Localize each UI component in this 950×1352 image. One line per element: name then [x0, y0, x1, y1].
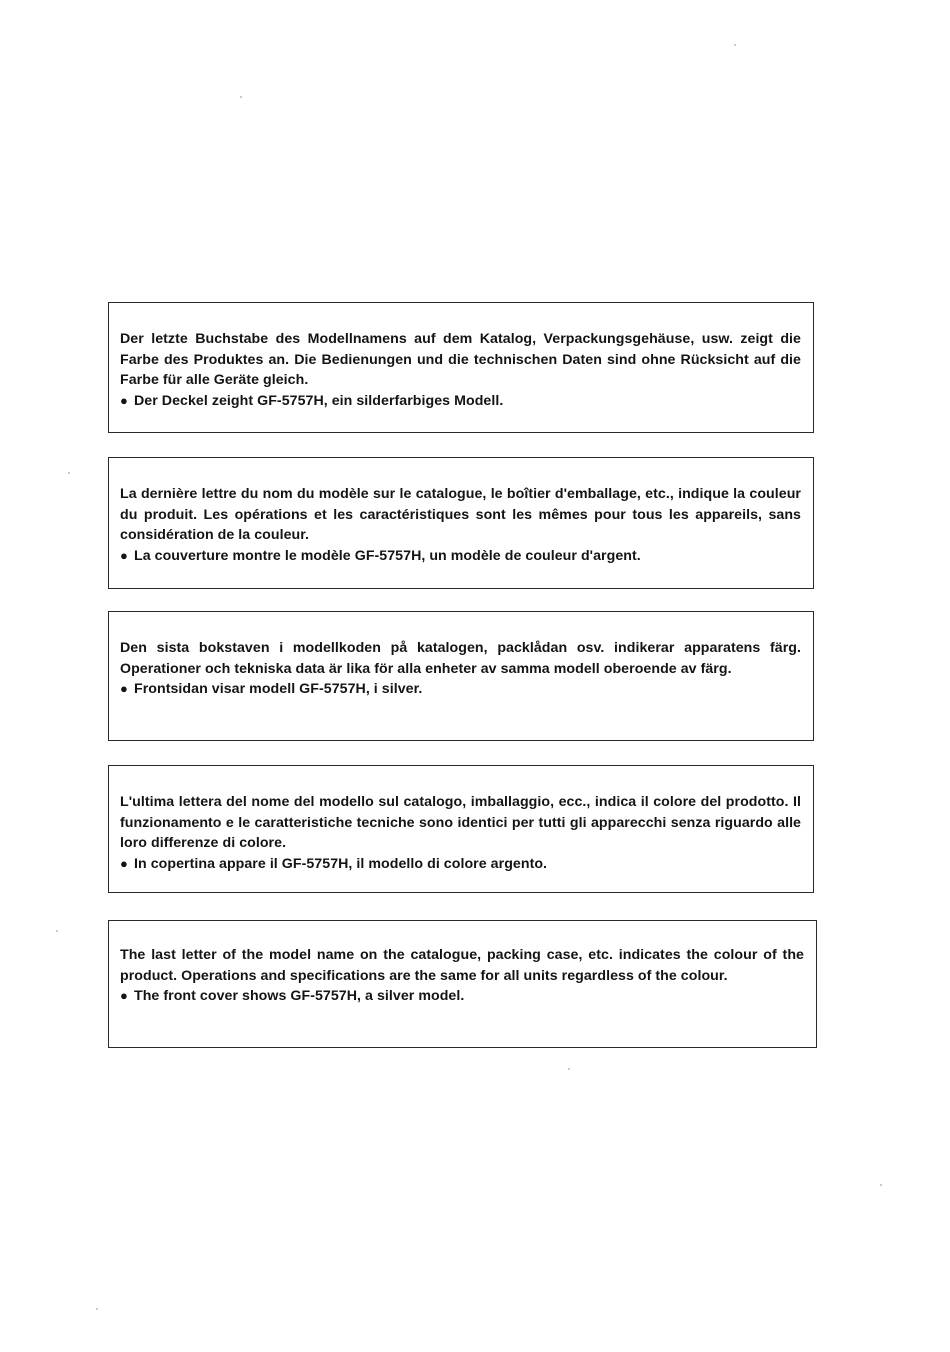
notice-box-german	[108, 302, 814, 433]
notice-text-swedish: Den sista bokstaven i modellkoden på katalogen, packlådan osv. indikerar apparatens färg. Operationer och tekniska data är lika för alla enheter av samma modell oberoende av färg.	[120, 640, 801, 677]
notice-box-italian	[108, 765, 814, 893]
scan-speck	[240, 96, 242, 98]
notice-box-english	[108, 920, 817, 1048]
bullet-icon: ●	[120, 547, 128, 563]
bullet-text-italian: In copertina appare il GF-5757H, il modello di colore argento.	[134, 855, 548, 872]
bullet-text-english: The front cover shows GF-5757H, a silver model.	[134, 988, 465, 1004]
bullet-text-german: Der Deckel zeight GF-5757H, ein silderfarbiges Modell.	[134, 392, 504, 409]
bullet-icon: ●	[120, 392, 128, 408]
notice-bullet-french	[120, 546, 801, 567]
bullet-text-swedish: Frontsidan visar modell GF-5757H, i silver.	[134, 681, 423, 697]
scan-speck	[568, 1068, 570, 1070]
scan-speck	[68, 472, 70, 474]
scan-speck	[56, 930, 58, 932]
scan-speck	[734, 44, 736, 46]
notice-bullet-italian	[120, 854, 801, 875]
bullet-icon: ●	[120, 988, 128, 1003]
scan-speck	[880, 1184, 882, 1186]
bullet-icon: ●	[120, 855, 128, 871]
notice-text-english: The last letter of the model name on the catalogue, packing case, etc. indicates the colour of the product. Operations and specifications are the same for all units regardless of the colour.	[120, 947, 804, 984]
notice-text-french: La dernière lettre du nom du modèle sur le catalogue, le boîtier d'emballage, etc., indique la couleur du produit. Les opérations et les caractéristiques sont les mêmes pour tous les appareils, sans considération de la couleur.	[120, 486, 801, 543]
notice-text-german: Der letzte Buchstabe des Modellnamens auf dem Katalog, Verpackungsgehäuse, usw. zeigt die Farbe des Produktes an. Die Bedienungen und die technischen Daten sind ohne Rücksicht auf die Farbe für alle Geräte gleich.	[120, 331, 801, 388]
notice-text-italian: L'ultima lettera del nome del modello sul catalogo, imballaggio, ecc., indica il colore del prodotto. Il funzionamento e le caratteristiche tecniche sono identici per tutti gli apparecchi senza riguardo alle loro differenze di colore.	[120, 794, 801, 851]
notice-bullet-swedish	[120, 679, 801, 700]
bullet-text-french: La couverture montre le modèle GF-5757H, un modèle de couleur d'argent.	[134, 547, 641, 564]
notice-box-swedish	[108, 611, 814, 741]
notice-bullet-english	[120, 986, 804, 1007]
scan-speck	[96, 1308, 98, 1310]
notice-bullet-german	[120, 391, 801, 412]
bullet-icon: ●	[120, 681, 128, 696]
notice-box-french	[108, 457, 814, 589]
